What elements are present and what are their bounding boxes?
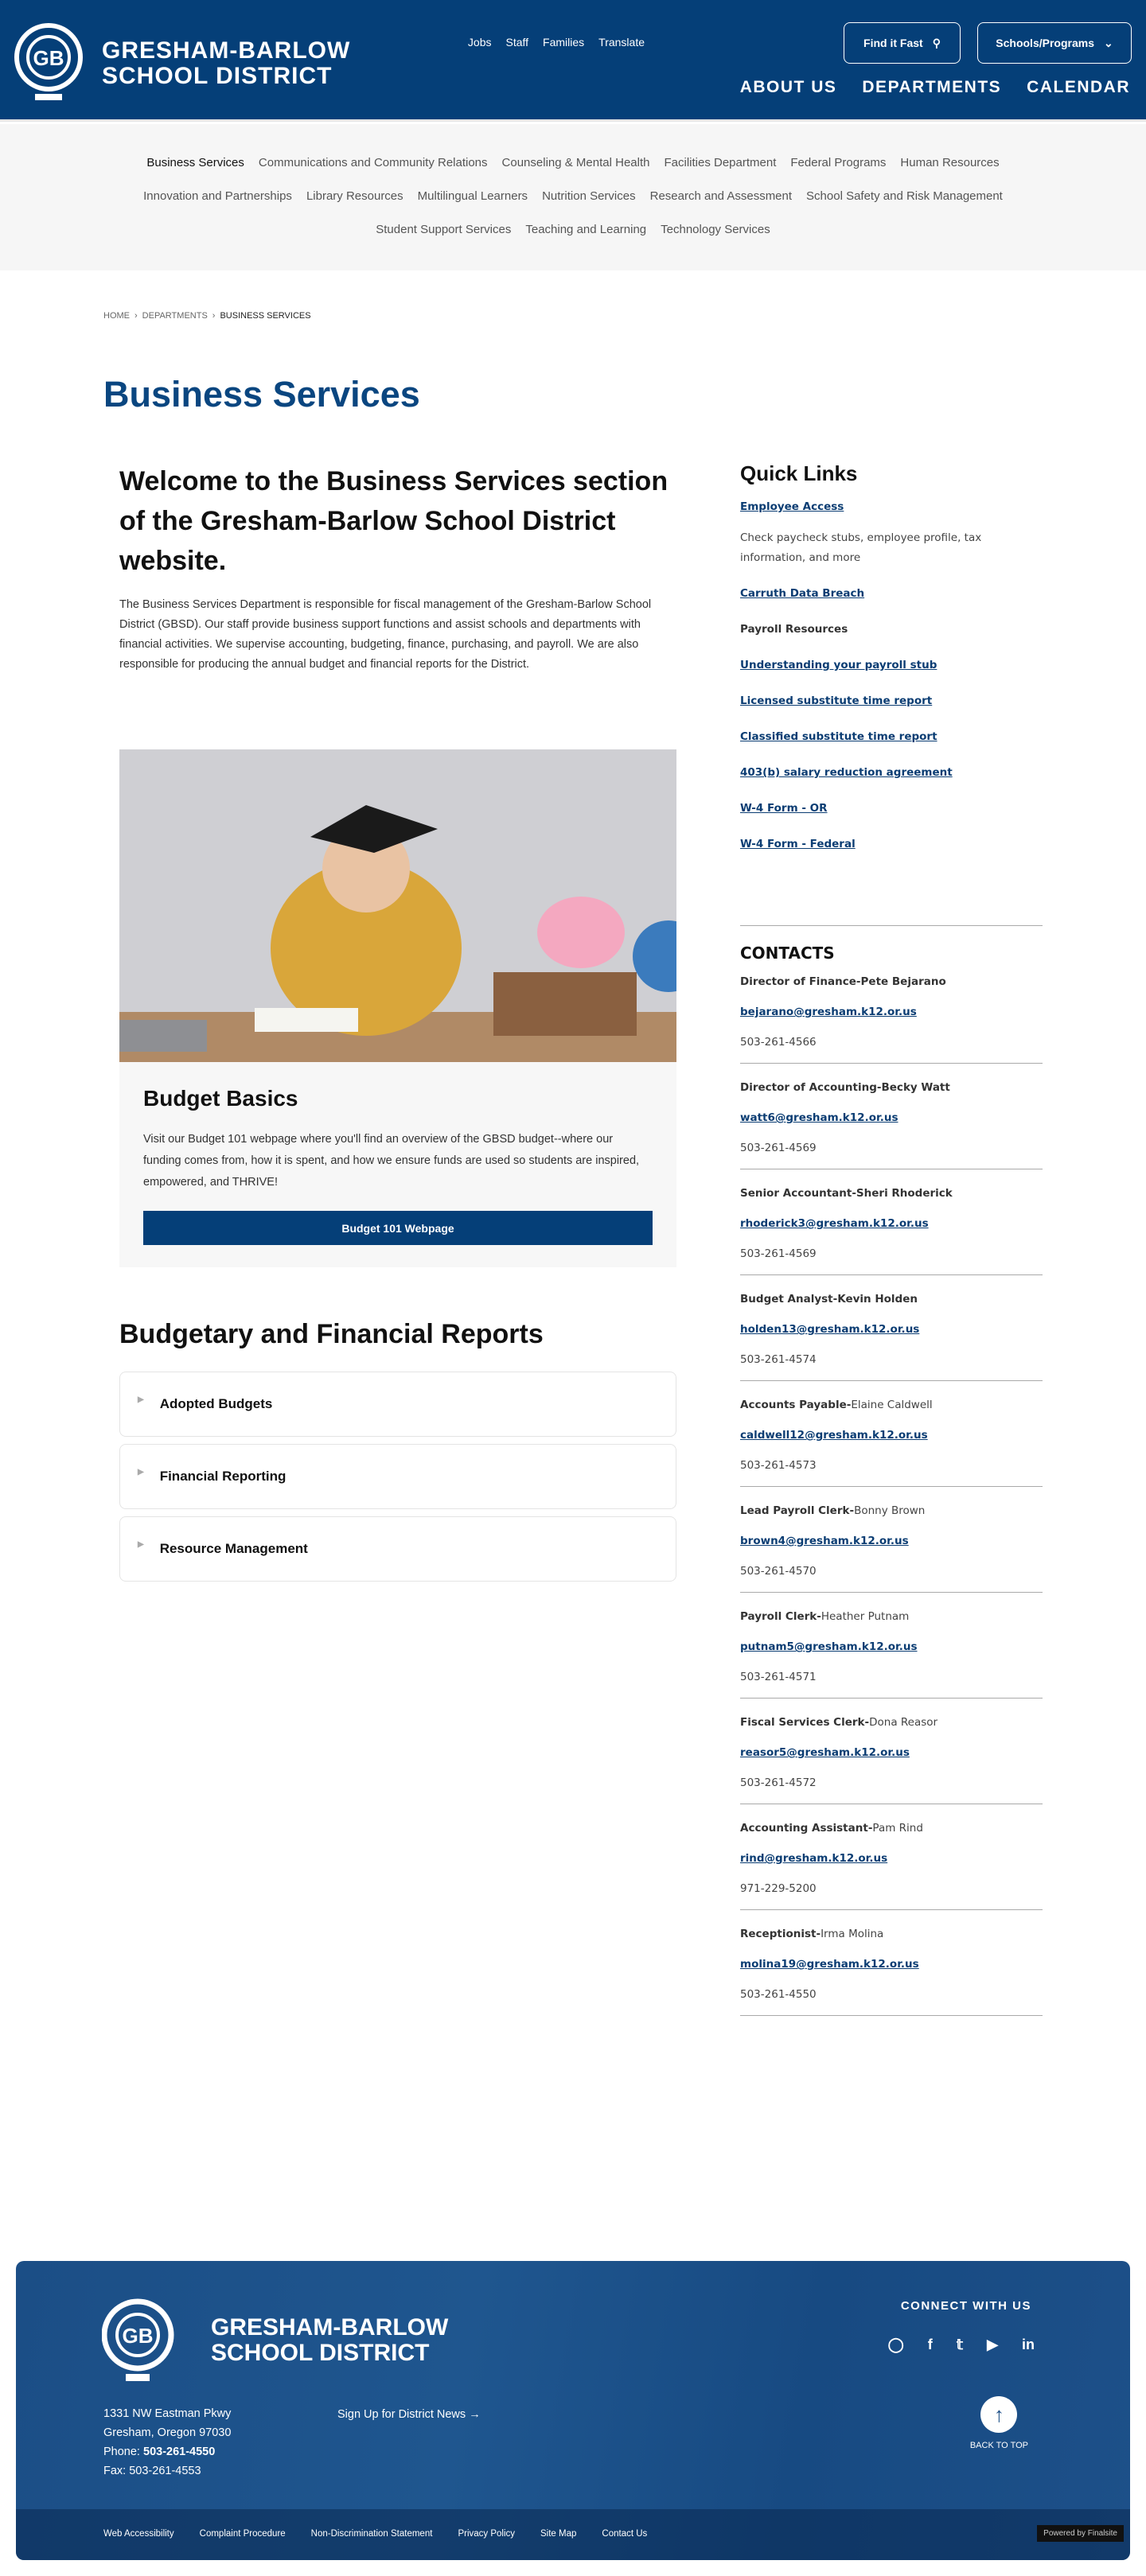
- brand-line-1: GRESHAM-BARLOW: [102, 37, 351, 64]
- contacts-section: [740, 925, 1043, 2033]
- contact-phone: 503-261-4566: [740, 1036, 817, 1049]
- subnav-item[interactable]: Counseling & Mental Health: [501, 156, 650, 169]
- utility-link-families[interactable]: Families: [543, 36, 585, 49]
- payroll-links: [740, 656, 1043, 854]
- contact-item: [740, 1081, 1043, 1169]
- contact-email[interactable]: rind@gresham.k12.or.us: [740, 1852, 888, 1865]
- payroll-link-item: [740, 763, 1043, 783]
- caret-right-icon: ▶: [138, 1539, 144, 1549]
- contact-item: [740, 1610, 1043, 1699]
- contact-role: Accounting Assistant-: [740, 1822, 873, 1835]
- contact-phone: 503-261-4572: [740, 1776, 817, 1789]
- subnav-item[interactable]: Teaching and Learning: [525, 223, 647, 236]
- payroll-link[interactable]: Licensed substitute time report: [740, 695, 933, 707]
- subnav-item[interactable]: Research and Assessment: [649, 189, 793, 203]
- contact-title: [740, 1716, 1043, 1729]
- accordion-label: Financial Reporting: [159, 1469, 286, 1484]
- contact-name: Elaine Caldwell: [851, 1399, 933, 1411]
- contact-title: [740, 975, 1043, 988]
- contact-phone: 503-261-4570: [740, 1565, 817, 1578]
- find-it-fast-button[interactable]: [844, 22, 961, 64]
- nav-calendar[interactable]: CALENDAR: [1027, 78, 1130, 96]
- district-name[interactable]: [102, 38, 350, 89]
- caret-right-icon: ▶: [138, 1395, 144, 1404]
- subnav-row: [0, 156, 1146, 169]
- contact-phone: 503-261-4571: [740, 1671, 817, 1683]
- contact-phone: 503-261-4569: [740, 1142, 817, 1154]
- chevron-down-icon: ⌄: [1103, 36, 1113, 49]
- footer-link[interactable]: Site Map: [540, 2529, 577, 2539]
- department-subnav: [0, 124, 1146, 270]
- quick-links-heading: Quick Links: [740, 461, 858, 485]
- powered-by-finalsite[interactable]: Powered by Finalsite: [1037, 2525, 1124, 2542]
- subnav-item[interactable]: Multilingual Learners: [417, 189, 528, 203]
- contacts-heading: CONTACTS: [740, 944, 835, 963]
- svg-text:GB: GB: [33, 46, 64, 70]
- contact-name: Irma Molina: [821, 1928, 884, 1940]
- brand-line-2: SCHOOL DISTRICT: [211, 2340, 430, 2366]
- footer-link[interactable]: Contact Us: [602, 2529, 648, 2539]
- contact-role: Receptionist-: [740, 1928, 821, 1940]
- contact-name: Dona Reasor: [869, 1716, 938, 1729]
- accordion-resource-management[interactable]: [119, 1516, 676, 1582]
- fax-number: Fax: 503-261-4553: [103, 2465, 201, 2477]
- nav-about-us[interactable]: ABOUT US: [739, 78, 837, 96]
- footer-link[interactable]: Complaint Procedure: [199, 2529, 286, 2539]
- payroll-link-item: [740, 799, 1043, 819]
- instagram-icon[interactable]: ◯: [887, 2337, 904, 2352]
- contact-role: Fiscal Services Clerk-: [740, 1716, 870, 1729]
- contact-list: [740, 975, 1043, 2016]
- reports-heading: Budgetary and Financial Reports: [119, 1319, 544, 1349]
- accordion-label: Adopted Budgets: [159, 1396, 273, 1411]
- schools-programs-label: Schools/Programs: [996, 37, 1094, 49]
- subnav-item[interactable]: Innovation and Partnerships: [143, 189, 292, 203]
- svg-text:GB: GB: [122, 2324, 154, 2348]
- payroll-link-item: [740, 835, 1043, 854]
- contact-item: [740, 1399, 1043, 1487]
- contact-name: Heather Putnam: [821, 1610, 910, 1623]
- subnav-row: [0, 223, 1146, 236]
- payroll-resources-label: Payroll Resources: [740, 623, 848, 636]
- contact-role: Senior Accountant-Sheri Rhoderick: [740, 1187, 953, 1200]
- contact-email[interactable]: watt6@gresham.k12.or.us: [740, 1111, 898, 1124]
- footer-bottom-bar: [16, 2509, 1130, 2560]
- breadcrumb: [103, 311, 311, 321]
- twitter-icon[interactable]: 𝕥: [956, 2337, 964, 2352]
- quick-links: [740, 461, 1043, 870]
- subnav-item[interactable]: Human Resources: [900, 156, 1000, 169]
- contact-item: [740, 1504, 1043, 1593]
- contact-email[interactable]: holden13@gresham.k12.or.us: [740, 1323, 920, 1336]
- phone-number[interactable]: 503-261-4550: [143, 2446, 216, 2458]
- footer-district-logo: [102, 2291, 178, 2387]
- contact-item: [740, 1822, 1043, 1910]
- budget-basics-card: [119, 1062, 676, 1267]
- arrow-right-icon: →: [469, 2408, 481, 2421]
- contact-role: Director of Finance-Pete Bejarano: [740, 975, 946, 988]
- linkedin-icon[interactable]: in: [1022, 2337, 1035, 2352]
- photo-illustration: [119, 749, 676, 1062]
- link-employee-access[interactable]: Employee Access: [740, 500, 844, 513]
- reports-section: [119, 1314, 676, 1582]
- breadcrumb-home[interactable]: HOME: [103, 311, 130, 321]
- contact-title: [740, 1399, 1043, 1411]
- breadcrumb-current: BUSINESS SERVICES: [220, 311, 311, 321]
- subnav-row: [0, 189, 1146, 203]
- contact-item: [740, 1716, 1043, 1804]
- footer-link[interactable]: Non-Discrimination Statement: [310, 2529, 433, 2539]
- search-icon: ⚲: [932, 36, 941, 49]
- contact-email[interactable]: caldwell12@gresham.k12.or.us: [740, 1429, 928, 1442]
- address-line-1: 1331 NW Eastman Pkwy: [103, 2407, 232, 2420]
- contact-phone: 503-261-4573: [740, 1459, 817, 1472]
- budget-basics-title: Budget Basics: [143, 1086, 298, 1111]
- breadcrumb-departments[interactable]: DEPARTMENTS: [142, 311, 208, 321]
- payroll-link-item: [740, 656, 1043, 675]
- contact-email[interactable]: putnam5@gresham.k12.or.us: [740, 1640, 918, 1653]
- contact-item: [740, 1187, 1043, 1275]
- connect-heading: CONNECT WITH US: [900, 2299, 1031, 2313]
- contact-phone: 971-229-5200: [740, 1882, 817, 1895]
- back-to-top-label: BACK TO TOP: [969, 2441, 1028, 2450]
- address-line-2: Gresham, Oregon 97030: [103, 2426, 232, 2439]
- arrow-up-icon: ↑: [980, 2396, 1017, 2433]
- subnav-item[interactable]: Nutrition Services: [542, 189, 636, 203]
- contact-title: [740, 1504, 1043, 1517]
- footer-links: [103, 2529, 647, 2539]
- district-logo[interactable]: [13, 19, 89, 105]
- facebook-icon[interactable]: f: [927, 2337, 933, 2352]
- budget-101-button[interactable]: Budget 101 Webpage: [143, 1211, 653, 1245]
- student-graduation-photo: [119, 749, 676, 1062]
- payroll-link-item: [740, 727, 1043, 747]
- contact-role: Director of Accounting-Becky Watt: [740, 1081, 950, 1094]
- contact-title: [740, 1293, 1043, 1306]
- subnav-item[interactable]: Federal Programs: [790, 156, 887, 169]
- social-links: [888, 2337, 1035, 2353]
- contact-email[interactable]: brown4@gresham.k12.or.us: [740, 1535, 909, 1547]
- subnav-item[interactable]: Technology Services: [661, 223, 770, 236]
- main-nav: [740, 78, 1130, 97]
- chevron-right-icon: ›: [212, 311, 216, 321]
- district-news-signup-link[interactable]: [337, 2408, 481, 2421]
- site-header: [0, 0, 1146, 122]
- accordion-adopted-budgets[interactable]: [119, 1372, 676, 1437]
- phone-label: Phone:: [103, 2446, 143, 2458]
- welcome-body: The Business Services Department is responsible for fiscal management of the Gresham-Barlow School District (GBSD). Our staff provide business support functions and assist schools and departments with financial activities. We supervise accounting, budgeting, finance, purchasing, and payroll. We are also responsible for producing the annual budget and financial reports for the District.: [119, 598, 652, 671]
- page-title: Business Services: [103, 374, 420, 414]
- schools-programs-dropdown[interactable]: [977, 22, 1132, 64]
- utility-nav: [468, 36, 645, 49]
- back-to-top-button[interactable]: [970, 2396, 1028, 2450]
- contact-title: [740, 1822, 1043, 1835]
- contact-phone: 503-261-4574: [740, 1353, 817, 1366]
- welcome-heading: Welcome to the Business Services section of the Gresham-Barlow School District website.: [119, 466, 668, 576]
- find-it-fast-label: Find it Fast: [863, 37, 923, 49]
- contact-phone: 503-261-4550: [740, 1988, 817, 2001]
- employee-access-description: Check paycheck stubs, employee profile, tax information, and more: [740, 531, 982, 564]
- subnav-item[interactable]: Business Services: [146, 156, 244, 169]
- site-footer: [16, 2261, 1130, 2560]
- contact-role: Lead Payroll Clerk-: [740, 1504, 855, 1517]
- brand-line-1: GRESHAM-BARLOW: [211, 2314, 449, 2341]
- subnav-item[interactable]: Library Resources: [306, 189, 403, 203]
- payroll-link[interactable]: W-4 Form - OR: [740, 802, 828, 815]
- news-label: Sign Up for District News: [337, 2408, 466, 2421]
- youtube-icon[interactable]: ▶: [987, 2337, 998, 2352]
- accordion-financial-reporting[interactable]: [119, 1444, 676, 1509]
- footer-link[interactable]: Web Accessibility: [103, 2529, 174, 2539]
- footer-district-name: [211, 2315, 448, 2366]
- contact-email[interactable]: reasor5@gresham.k12.or.us: [740, 1746, 910, 1759]
- contact-role: Payroll Clerk-: [740, 1610, 821, 1623]
- accordion-label: Resource Management: [159, 1541, 308, 1556]
- caret-right-icon: ▶: [138, 1467, 144, 1477]
- footer-link[interactable]: Privacy Policy: [458, 2529, 516, 2539]
- welcome-section: [119, 461, 676, 675]
- subnav-item[interactable]: Communications and Community Relations: [258, 156, 488, 169]
- brand-line-2: SCHOOL DISTRICT: [102, 63, 333, 89]
- link-carruth-data-breach[interactable]: Carruth Data Breach: [740, 587, 865, 600]
- contact-email[interactable]: rhoderick3@gresham.k12.or.us: [740, 1217, 929, 1230]
- payroll-link[interactable]: W-4 Form - Federal: [740, 838, 856, 850]
- budget-basics-body: Visit our Budget 101 webpage where you'll find an overview of the GBSD budget--where our funding comes from, how it is spent, and how we ensure funds are used so students are inspired, empowered, and THRIVE!: [143, 1133, 640, 1189]
- contact-email[interactable]: molina19@gresham.k12.or.us: [740, 1958, 919, 1971]
- contact-title: [740, 1928, 1043, 1940]
- contact-role: Accounts Payable-: [740, 1399, 852, 1411]
- subnav-item[interactable]: Student Support Services: [376, 223, 512, 236]
- footer-address: [103, 2404, 231, 2481]
- chevron-right-icon: ›: [134, 311, 138, 321]
- contact-item: [740, 975, 1043, 1064]
- utility-link-translate[interactable]: Translate: [598, 36, 645, 49]
- contact-item: [740, 1928, 1043, 2016]
- utility-link-jobs[interactable]: Jobs: [467, 36, 492, 49]
- contact-name: Bonny Brown: [854, 1504, 926, 1517]
- contact-name: Pam Rind: [872, 1822, 923, 1835]
- payroll-link[interactable]: Understanding your payroll stub: [740, 659, 937, 671]
- contact-item: [740, 1293, 1043, 1381]
- subnav-item[interactable]: School Safety and Risk Management: [806, 189, 1003, 203]
- utility-link-staff[interactable]: Staff: [505, 36, 529, 49]
- nav-departments[interactable]: DEPARTMENTS: [862, 78, 1002, 96]
- contact-title: [740, 1081, 1043, 1094]
- contact-role: Budget Analyst-Kevin Holden: [740, 1293, 918, 1306]
- subnav-item[interactable]: Facilities Department: [664, 156, 777, 169]
- contact-title: [740, 1610, 1043, 1623]
- payroll-link[interactable]: 403(b) salary reduction agreement: [740, 766, 953, 779]
- contact-email[interactable]: bejarano@gresham.k12.or.us: [740, 1006, 917, 1018]
- payroll-link-item: [740, 691, 1043, 711]
- contact-phone: 503-261-4569: [740, 1247, 817, 1260]
- payroll-link[interactable]: Classified substitute time report: [740, 730, 937, 743]
- contact-title: [740, 1187, 1043, 1200]
